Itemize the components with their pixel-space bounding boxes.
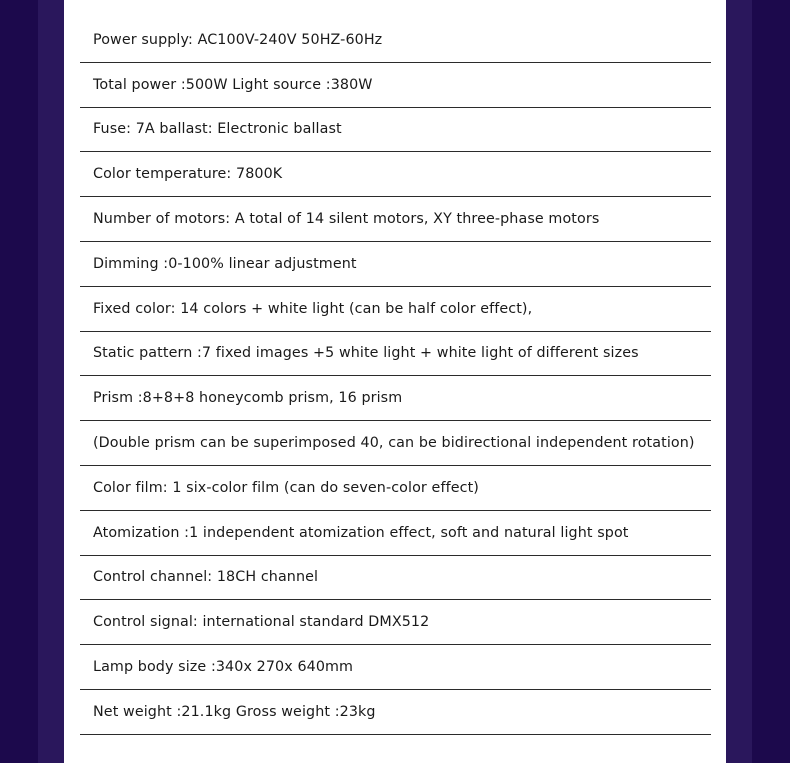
spec-card <box>64 0 726 763</box>
spec-double-prism: (Double prism can be superimposed 40, can be bidirectional independent rotation) <box>80 421 711 466</box>
spec-fixed-color: Fixed color: 14 colors + white light (can be half color effect), <box>80 287 711 332</box>
spec-color-film: Color film: 1 six-color film (can do seven-color effect) <box>80 466 711 511</box>
spec-control-channel: Control channel: 18CH channel <box>80 556 711 601</box>
spec-prism: Prism :8+8+8 honeycomb prism, 16 prism <box>80 376 711 421</box>
spec-fuse: Fuse: 7A ballast: Electronic ballast <box>80 108 711 153</box>
spec-list <box>80 18 711 735</box>
spec-atomization: Atomization :1 independent atomization effect, soft and natural light spot <box>80 511 711 556</box>
spec-control-signal: Control signal: international standard DMX512 <box>80 600 711 645</box>
spec-dimming: Dimming :0-100% linear adjustment <box>80 242 711 287</box>
spec-total-power: Total power :500W Light source :380W <box>80 63 711 108</box>
left-inner-border <box>38 0 64 763</box>
spec-lamp-size: Lamp body size :340x 270x 640mm <box>80 645 711 690</box>
spec-color-temperature: Color temperature: 7800K <box>80 152 711 197</box>
right-inner-border <box>726 0 752 763</box>
spec-power-supply: Power supply: AC100V-240V 50HZ-60Hz <box>80 18 711 63</box>
spec-static-pattern: Static pattern :7 fixed images +5 white light + white light of different sizes <box>80 332 711 377</box>
right-outer-border <box>752 0 790 763</box>
spec-motors: Number of motors: A total of 14 silent motors, XY three-phase motors <box>80 197 711 242</box>
spec-weight: Net weight :21.1kg Gross weight :23kg <box>80 690 711 735</box>
left-outer-border <box>0 0 38 763</box>
